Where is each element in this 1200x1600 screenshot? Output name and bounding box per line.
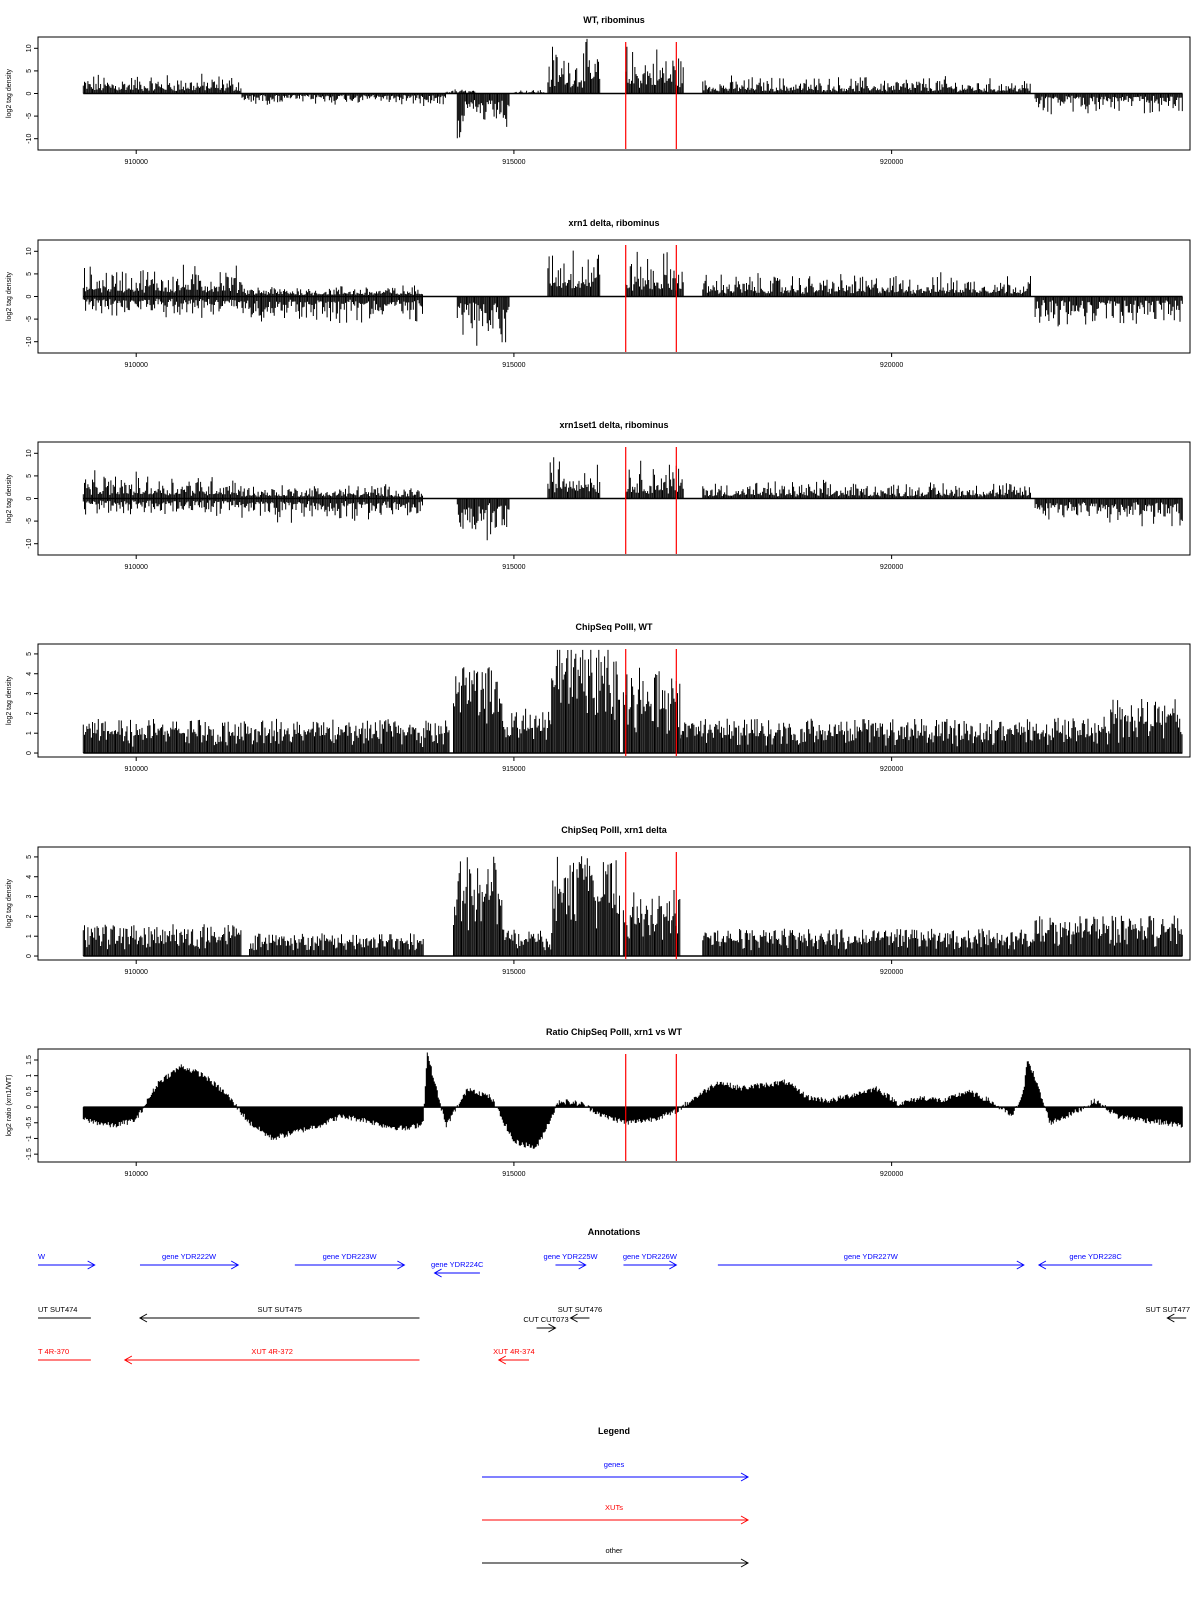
- annotation-feature: [623, 1252, 678, 1269]
- x-axis: [125, 757, 904, 773]
- data-segment-8: [1111, 699, 1182, 753]
- annotation-feature: [431, 1260, 484, 1277]
- x-tick-label: 910000: [124, 766, 148, 773]
- data-segment-4: [242, 484, 423, 498]
- legend-entry-XUTs: [482, 1503, 748, 1524]
- legend-title: Legend: [597, 1426, 631, 1436]
- feature-label: gene YDR224C: [431, 1260, 484, 1269]
- data-segment-4: [457, 94, 509, 139]
- annotation-feature: [718, 1252, 1024, 1269]
- y-tick-label: -10: [26, 133, 33, 144]
- panel-title: ChipSeq PolII, WT: [575, 622, 653, 632]
- annotation-feature: [140, 1305, 420, 1322]
- x-tick-label: 920000: [879, 564, 904, 571]
- data-segment-10: [1035, 94, 1182, 115]
- data-segment-6: [548, 457, 600, 498]
- y-axis-label: log2 tag density: [6, 878, 13, 929]
- y-tick-label: 0: [26, 496, 33, 501]
- y-tick-label: 5: [26, 473, 33, 478]
- data-segment-2: [454, 667, 502, 753]
- x-axis: [125, 150, 904, 166]
- y-tick-label: 1: [26, 731, 33, 736]
- annotation-row-1: [38, 1252, 1152, 1277]
- data-bars: [83, 856, 1182, 956]
- annotation-feature: [295, 1252, 405, 1269]
- data-segment-1: [83, 265, 241, 297]
- panel-title: ChipSeq PolII, xrn1 delta: [561, 825, 667, 835]
- data-segment-4: [242, 285, 423, 297]
- x-tick-label: 910000: [124, 969, 148, 976]
- y-tick-label: 10: [26, 247, 33, 256]
- x-tick-label: 910000: [124, 564, 148, 571]
- annotation-feature: [38, 1252, 95, 1269]
- annotation-row-3: [38, 1347, 535, 1364]
- data-segment-5: [552, 856, 620, 956]
- y-tick-label: -1.5: [26, 1148, 33, 1161]
- data-segment-5: [623, 668, 679, 753]
- x-tick-label: 920000: [879, 766, 904, 773]
- y-tick-label: 1.5: [26, 1055, 33, 1065]
- panel-title: xrn1set1 delta, ribominus: [559, 420, 669, 430]
- feature-label: T 4R-370: [38, 1347, 70, 1356]
- y-tick-label: 0: [26, 954, 33, 958]
- y-tick-label: 2: [26, 711, 33, 716]
- annotation-feature: [1039, 1252, 1152, 1269]
- feature-label: XUT 4R-372: [251, 1347, 293, 1356]
- data-segment-4: [552, 650, 620, 753]
- panel-6: [6, 1027, 1190, 1178]
- x-tick-label: 920000: [879, 1171, 904, 1178]
- data-bars: [83, 251, 1182, 346]
- data-segment-9: [1035, 297, 1182, 327]
- y-tick-label: -5: [26, 112, 33, 120]
- y-tick-label: 1: [26, 1073, 33, 1078]
- data-segment-2: [242, 94, 446, 107]
- data-segment-3: [242, 499, 423, 523]
- data-segment-8: [703, 76, 951, 94]
- y-tick-label: 4: [26, 671, 33, 676]
- panel-2: [6, 218, 1190, 369]
- data-segment-4: [503, 930, 551, 957]
- data-segment-8: [703, 272, 1031, 296]
- panel-5: [6, 825, 1190, 976]
- data-segment-7: [626, 47, 684, 94]
- data-segment-6: [623, 890, 679, 956]
- data-segment-1: [83, 924, 241, 956]
- y-tick-label: 0: [26, 294, 33, 299]
- annotation-feature: [493, 1347, 535, 1364]
- ratio-area: [83, 1053, 1182, 1149]
- feature-label: CUT CUT073: [523, 1315, 569, 1324]
- panel-4: [6, 622, 1190, 773]
- y-tick-label: -10: [26, 336, 33, 347]
- x-tick-label: 920000: [879, 969, 904, 976]
- panel-3: [6, 420, 1190, 571]
- panel-title: Ratio ChipSeq PolII, xrn1 vs WT: [545, 1027, 683, 1037]
- legend-label: genes: [603, 1460, 625, 1469]
- data-segment-2: [250, 933, 424, 956]
- y-tick-label: 0.5: [26, 1086, 33, 1097]
- y-axis-label: log2 tag density: [6, 68, 13, 119]
- data-segment-7: [1035, 717, 1110, 753]
- data-segment-9: [1035, 499, 1182, 527]
- x-tick-label: 910000: [124, 159, 148, 166]
- panel-title: xrn1 delta, ribominus: [568, 218, 660, 228]
- feature-label: SUT SUT477: [1145, 1305, 1190, 1314]
- x-tick-label: 915000: [502, 969, 526, 976]
- data-segment-5: [457, 499, 509, 541]
- data-segment-6: [680, 719, 1034, 753]
- data-segment-1: [83, 719, 449, 753]
- y-tick-label: -10: [26, 538, 33, 549]
- legend-label: XUTs: [605, 1503, 623, 1512]
- data-segment-3: [503, 709, 551, 753]
- y-tick-label: -5: [26, 517, 33, 525]
- data-segment-3: [454, 857, 502, 956]
- y-tick-label: 5: [26, 854, 33, 859]
- y-tick-label: 0: [26, 751, 33, 755]
- feature-label: gene YDR223W: [322, 1252, 377, 1261]
- x-tick-label: 915000: [502, 766, 526, 773]
- x-tick-label: 910000: [124, 1171, 148, 1178]
- annotation-feature: [544, 1252, 599, 1269]
- panel-title: WT, ribominus: [583, 15, 645, 25]
- feature-label: UT SUT474: [38, 1305, 78, 1314]
- annotations-track: [38, 1227, 1190, 1364]
- data-segment-2: [83, 297, 241, 318]
- data-segment-7: [626, 252, 684, 297]
- annotation-row-2: [38, 1305, 1190, 1332]
- legend-label: other: [605, 1546, 623, 1555]
- panel-1: [6, 15, 1190, 166]
- data-bars: [83, 650, 1182, 753]
- annotation-feature: [125, 1347, 420, 1364]
- annotation-feature: [140, 1252, 238, 1269]
- y-tick-label: 0: [26, 1105, 33, 1110]
- legend-entry-genes: [482, 1460, 748, 1481]
- y-tick-label: -5: [26, 315, 33, 323]
- data-bars: [83, 39, 1182, 138]
- annotation-feature: [523, 1315, 568, 1332]
- data-segment-7: [703, 929, 1035, 956]
- x-axis: [125, 1162, 904, 1178]
- feature-label: gene YDR227W: [843, 1252, 898, 1261]
- data-segment-2: [83, 499, 241, 516]
- y-tick-label: 3: [26, 894, 33, 899]
- legend-entry-other: [482, 1546, 748, 1567]
- y-tick-label: 5: [26, 271, 33, 276]
- x-tick-label: 915000: [502, 362, 526, 369]
- y-axis-label: log2 tag density: [6, 675, 13, 726]
- x-axis: [125, 960, 904, 976]
- y-tick-label: 5: [26, 651, 33, 656]
- legend: [482, 1426, 748, 1567]
- y-tick-label: 4: [26, 874, 33, 879]
- x-tick-label: 920000: [879, 159, 904, 166]
- feature-label: gene YDR222W: [162, 1252, 217, 1261]
- x-axis: [125, 555, 904, 571]
- y-axis: [26, 652, 38, 755]
- annotation-feature: [38, 1347, 91, 1360]
- y-tick-label: 2: [26, 914, 33, 919]
- x-tick-label: 920000: [879, 362, 904, 369]
- x-tick-label: 915000: [502, 564, 526, 571]
- data-segment-7: [626, 461, 684, 499]
- feature-label: gene YDR228C: [1069, 1252, 1122, 1261]
- data-segment-1: [83, 74, 241, 94]
- feature-label: XUT 4R-374: [493, 1347, 535, 1356]
- feature-label: SUT SUT476: [557, 1305, 603, 1314]
- data-segment-3: [242, 297, 423, 324]
- data-segment-8: [1035, 916, 1182, 956]
- data-segment-6: [548, 251, 600, 297]
- data-segment-6: [548, 39, 600, 94]
- x-tick-label: 915000: [502, 159, 526, 166]
- y-tick-label: 3: [26, 691, 33, 696]
- feature-label: gene YDR225W: [543, 1252, 598, 1261]
- data-segment-5: [457, 297, 509, 346]
- y-axis-label: log2 ratio (xrn1/WT): [6, 1074, 13, 1137]
- y-tick-label: 1: [26, 934, 33, 939]
- x-tick-label: 915000: [502, 1171, 526, 1178]
- annotation-feature: [1146, 1305, 1190, 1322]
- annotation-feature: [38, 1305, 91, 1318]
- y-axis: [26, 1055, 38, 1160]
- feature-label: W: [38, 1252, 46, 1261]
- y-axis: [26, 449, 38, 548]
- data-segment-9: [952, 78, 1030, 93]
- y-axis-label: log2 tag density: [6, 271, 13, 322]
- annotations-title: Annotations: [587, 1227, 641, 1237]
- x-tick-label: 910000: [124, 362, 148, 369]
- data-bars: [83, 1053, 1182, 1149]
- y-axis: [26, 247, 38, 346]
- y-axis-label: log2 tag density: [6, 473, 13, 524]
- data-segment-1: [83, 470, 241, 498]
- y-axis: [26, 855, 38, 958]
- feature-label: SUT SUT475: [257, 1305, 302, 1314]
- y-tick-label: 10: [26, 449, 33, 458]
- data-segment-8: [703, 480, 1031, 499]
- y-tick-label: -1: [26, 1135, 33, 1142]
- x-axis: [125, 353, 904, 369]
- y-tick-label: 10: [26, 44, 33, 53]
- y-axis: [26, 44, 38, 143]
- y-tick-label: -0.5: [26, 1116, 33, 1129]
- y-tick-label: 5: [26, 68, 33, 73]
- feature-label: gene YDR226W: [622, 1252, 677, 1261]
- y-tick-label: 0: [26, 91, 33, 96]
